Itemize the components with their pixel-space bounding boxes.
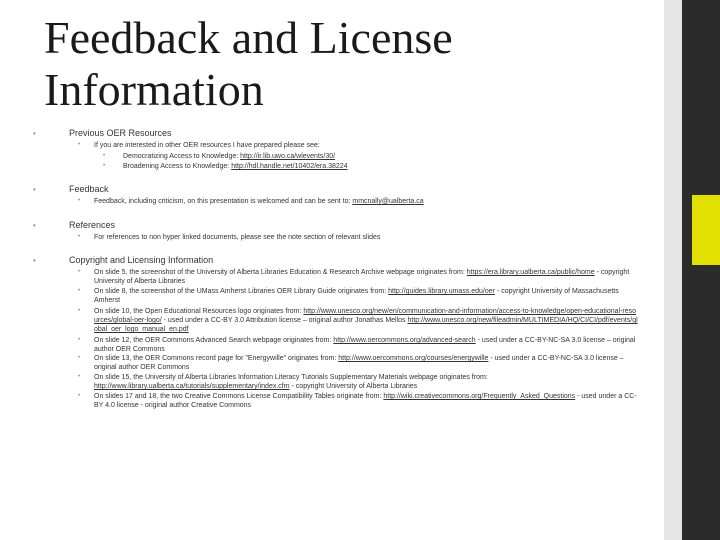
oer-item-1-text: Democratizing Access to Knowledge:: [123, 153, 241, 160]
copyright-item-3-text: On slide 10, the Open Educational Resources logo originates from:: [94, 308, 304, 315]
copyright-item-1: [78, 268, 639, 286]
bullet-icon: •: [33, 256, 36, 265]
copyright-item-6: [78, 373, 639, 391]
section-oer-heading: Previous OER Resources: [69, 128, 172, 138]
copyright-item-7: [78, 392, 639, 410]
bullet-icon: •: [78, 374, 81, 380]
bullet-icon: •: [78, 269, 81, 275]
feedback-email-link[interactable]: mmcnally@ualberta.ca: [352, 198, 424, 205]
copyright-item-5: [78, 354, 639, 372]
oer-item-1: [103, 152, 335, 161]
decorative-band-dark: [682, 0, 720, 540]
bullet-icon: •: [78, 234, 81, 240]
copyright-item-1-text: On slide 5, the screenshot of the University of Alberta Libraries Education & Research Archive webpage originates from:: [94, 269, 467, 276]
copyright-item-1-link[interactable]: https://era.library.ualberta.ca/public/home: [466, 269, 595, 276]
copyright-item-3-mid: - used under a CC-BY 3.0 Attribution license – original author Jonathas Mellos: [161, 317, 408, 324]
feedback-text: Feedback, including criticism, on this presentation is welcomed and can be sent to:: [94, 198, 353, 205]
copyright-item-7-text: On slides 17 and 18, the two Creative Commons License Compatibility Tables originate from:: [94, 393, 384, 400]
copyright-item-4-suffix: - used under a CC-BY-NC-SA 3.0 license – original author OER Commons: [94, 337, 636, 353]
copyright-item-4-link[interactable]: http://www.oercommons.org/advanced-search: [333, 337, 476, 344]
copyright-item-5-text: On slide 13, the OER Commons record page for "Energywille" originates from:: [94, 355, 339, 362]
bullet-icon: •: [33, 221, 36, 230]
copyright-item-4: [78, 336, 639, 354]
bullet-icon: •: [33, 185, 36, 194]
copyright-item-3: [78, 307, 639, 334]
section-oer: [33, 128, 172, 139]
bullet-icon: •: [78, 288, 81, 294]
decorative-band-light: [664, 0, 682, 540]
references-text: For references to non hyper linked documents, please see the note section of relevant slides: [94, 234, 381, 241]
copyright-item-1-suffix: - copyright University of Alberta Libraries: [94, 269, 630, 285]
copyright-item-2: [78, 287, 639, 305]
section-copyright-heading: Copyright and Licensing Information: [69, 255, 214, 265]
feedback-item: [78, 197, 424, 206]
bullet-icon: •: [78, 308, 81, 314]
bullet-icon: •: [103, 153, 106, 159]
oer-item-1-link[interactable]: http://ir.lib.uwo.ca/wlevents/30/: [240, 153, 336, 160]
copyright-item-6-suffix: - copyright University of Alberta Libraries: [289, 383, 418, 390]
references-item: [78, 233, 380, 242]
copyright-item-6-text: On slide 15, the University of Alberta Libraries Information Literacy Tutorials Supplementary Materials webpage originates from:: [94, 374, 488, 381]
oer-intro: [78, 141, 320, 150]
section-feedback-heading: Feedback: [69, 184, 109, 194]
section-copyright: [33, 255, 213, 266]
oer-intro-text: If you are interested in other OER resources I have prepared please see:: [94, 142, 320, 149]
copyright-item-6-link[interactable]: http://www.library.ualberta.ca/tutorials/supplementary/index.cfm: [94, 383, 290, 390]
bullet-icon: •: [33, 129, 36, 138]
bullet-icon: •: [103, 163, 106, 169]
copyright-item-5-suffix: - used under a CC-BY-NC-SA 3.0 license – original author OER Commons: [94, 355, 624, 371]
bullet-icon: •: [78, 393, 81, 399]
bullet-icon: •: [78, 142, 81, 148]
bullet-icon: •: [78, 355, 81, 361]
copyright-item-5-link[interactable]: http://www.oercommons.org/courses/energywille: [338, 355, 489, 362]
bullet-icon: •: [78, 337, 81, 343]
section-references: [33, 220, 115, 231]
slide-title-line-2: Information: [44, 64, 264, 115]
oer-item-2-text: Broadening Access to Knowledge:: [123, 163, 232, 170]
copyright-item-2-text: On slide 8, the screenshot of the UMass Amherst Libraries OER Library Guide originates from:: [94, 288, 389, 295]
copyright-item-2-link[interactable]: http://guides.library.umass.edu/oer: [388, 288, 496, 295]
slide-title-line-1: Feedback and License: [44, 12, 453, 63]
copyright-item-2-suffix: - copyright University of Massachusetts Amherst: [94, 288, 619, 304]
section-references-heading: References: [69, 220, 116, 230]
copyright-item-7-suffix: - used under a CC-BY 4.0 license - original author Creative Commons: [94, 393, 637, 409]
copyright-item-3-link-2[interactable]: http://www.unesco.org/new/fileadmin/MULTIMEDIA/HQ/CI/CI/pdf/events/global_oer_logo_manual_en.pdf: [94, 317, 638, 333]
decorative-accent-block: [692, 195, 720, 265]
copyright-item-7-link[interactable]: http://wiki.creativecommons.org/Frequently_Asked_Questions: [383, 393, 576, 400]
oer-item-2: [103, 162, 348, 171]
copyright-item-3-link[interactable]: http://www.unesco.org/new/en/communication-and-information/access-to-knowledge/open-educational-resources/global-oer-logo/: [94, 308, 637, 324]
section-feedback: [33, 184, 109, 195]
oer-item-2-link[interactable]: http://hdl.handle.net/10402/era.38224: [231, 163, 348, 170]
copyright-item-4-text: On slide 12, the OER Commons Advanced Search webpage originates from:: [94, 337, 334, 344]
bullet-icon: •: [78, 198, 81, 204]
